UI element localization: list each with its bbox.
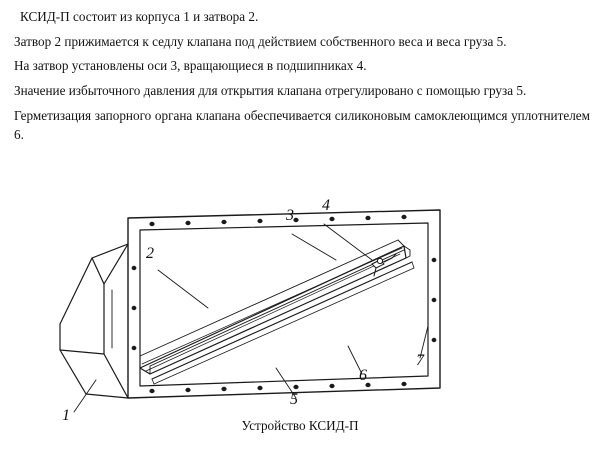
paragraph-3: На затвор установлены оси 3, вращающиеся в подшипниках 4. xyxy=(14,58,367,74)
callout-1: 1 xyxy=(62,407,70,424)
paragraph-1: КСИД-П состоит из корпуса 1 и затвора 2. xyxy=(20,9,259,24)
callout-6: 6 xyxy=(359,367,367,384)
paragraph-4: Значение избыточного давления для открытия клапана отрегулировано с помощью груза 5. xyxy=(14,83,527,99)
body-text xyxy=(14,8,590,150)
paragraph-5: Герметизация запорного органа клапана обеспечивается силиконовым самоклеющимся уплотнителем 6. xyxy=(14,107,590,142)
callout-2: 2 xyxy=(146,245,154,262)
technical-drawing xyxy=(0,198,600,450)
paragraph-2: Затвор 2 прижимается к седлу клапана под действием собственного веса и веса груза 5. xyxy=(14,33,507,49)
callout-5: 5 xyxy=(290,391,298,408)
callout-4: 4 xyxy=(322,198,330,214)
callout-3: 3 xyxy=(286,207,294,224)
callout-7: 7 xyxy=(416,352,424,369)
figure-caption: Устройство КСИД-П xyxy=(241,418,359,433)
